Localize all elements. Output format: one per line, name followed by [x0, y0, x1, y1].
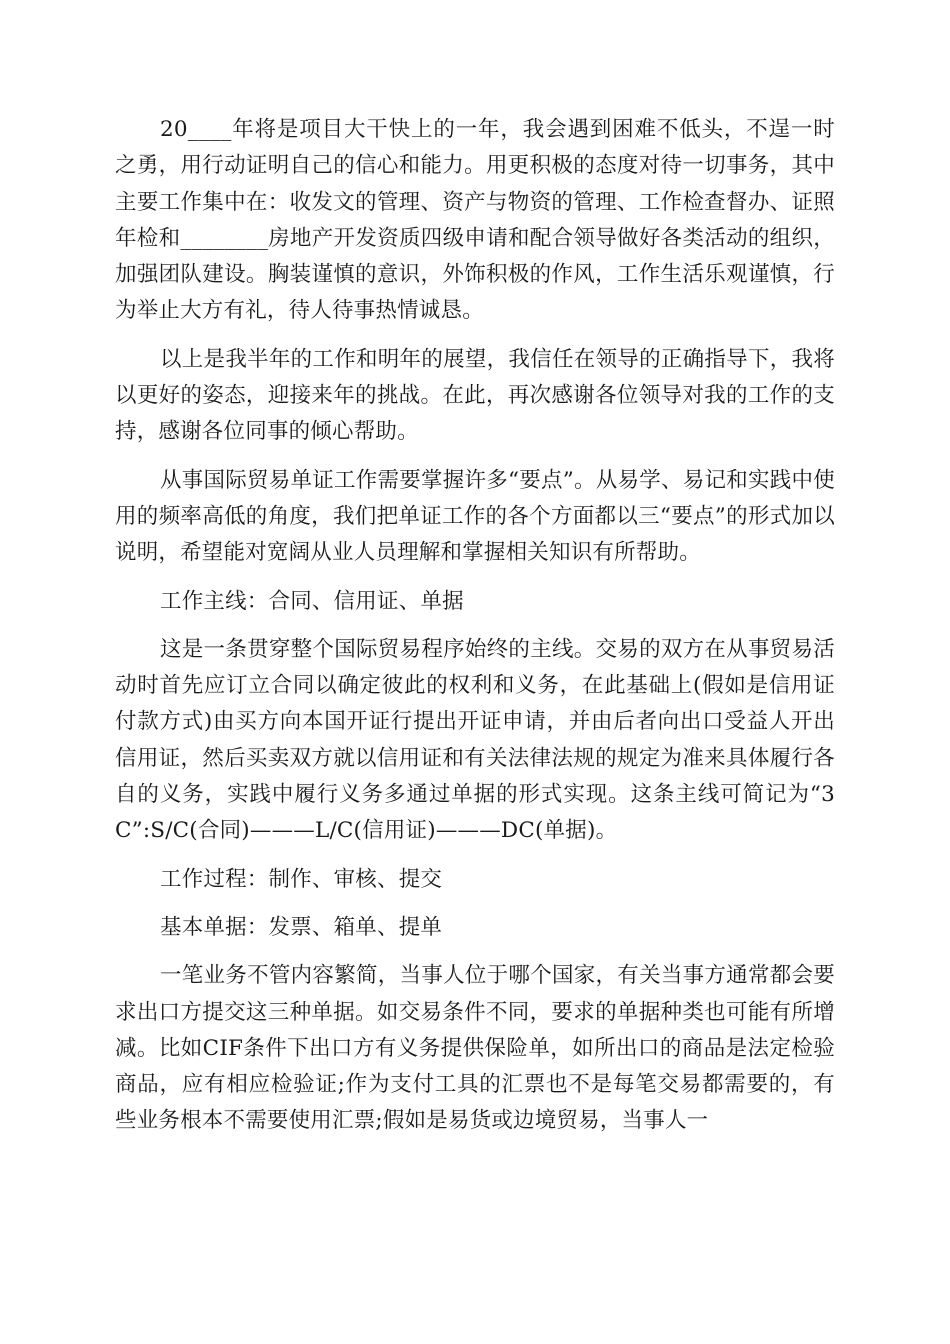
paragraph-outlook: 以上是我半年的工作和明年的展望，我信任在领导的正确指导下，我将以更好的姿态，迎接来年的挑战。在此，再次感谢各位领导对我的工作的支持，感谢各位同事的倾心帮助。	[115, 346, 835, 445]
paragraph-basic-docs-heading: 基本单据：发票、箱单、提单	[160, 914, 443, 940]
paragraph-basic-docs-detail: 一笔业务不管内容繁简，当事人位于哪个国家，有关当事方通常都会要求出口方提交这三种单据。如交易条件不同，要求的单据种类也可能有所增减。比如CIF条件下出口方有义务提供保险单，如所出口的商品是法定检验商品，应有相应检验证;作为支付工具的汇票也不是每笔交易都需要的，有些业务根本不需要使用汇票;假如是易货或边境贸易，当事人一	[115, 963, 835, 1134]
paragraph-main-line-heading: 工作主线：合同、信用证、单据	[160, 588, 464, 614]
paragraph-work-process-heading: 工作过程：制作、审核、提交	[160, 866, 443, 892]
paragraph-work-plan: 20____年将是项目大干快上的一年，我会遇到困难不低头，不逞一时之勇，用行动证明自己的信心和能力。用更积极的态度对待一切事务，其中主要工作集中在：收发文的管理、资产与物资的管理、工作检查督办、证照年检和________房地产开发资质四级申请和配合领导做好各类活动的组织，加强团队建设。胸装谨慎的意识，外饰积极的作风，工作生活乐观谨慎，行为举止大方有礼，待人待事热情诚恳。	[115, 117, 835, 324]
paragraph-main-line-detail: 这是一条贯穿整个国际贸易程序始终的主线。交易的双方在从事贸易活动时首先应订立合同以确定彼此的权利和义务，在此基础上(假如是信用证付款方式)由买方向本国开证行提出开证申请，并由后者向出口受益人开出信用证，然后买卖双方就以信用证和有关法律法规的规定为准来具体履行各自的义务，实践中履行义务多通过单据的形式实现。这条主线可简记为“3C”:S/C(合同)———L/C(信用证)———DC(单据)。	[115, 636, 835, 844]
document-body	[115, 112, 835, 1152]
paragraph-trade-docs-intro: 从事国际贸易单证工作需要掌握许多“要点”。从易学、易记和实践中使用的频率高低的角度，我们把单证工作的各个方面都以三“要点”的形式加以说明，希望能对宽阔从业人员理解和掌握相关知识有所帮助。	[115, 467, 835, 566]
